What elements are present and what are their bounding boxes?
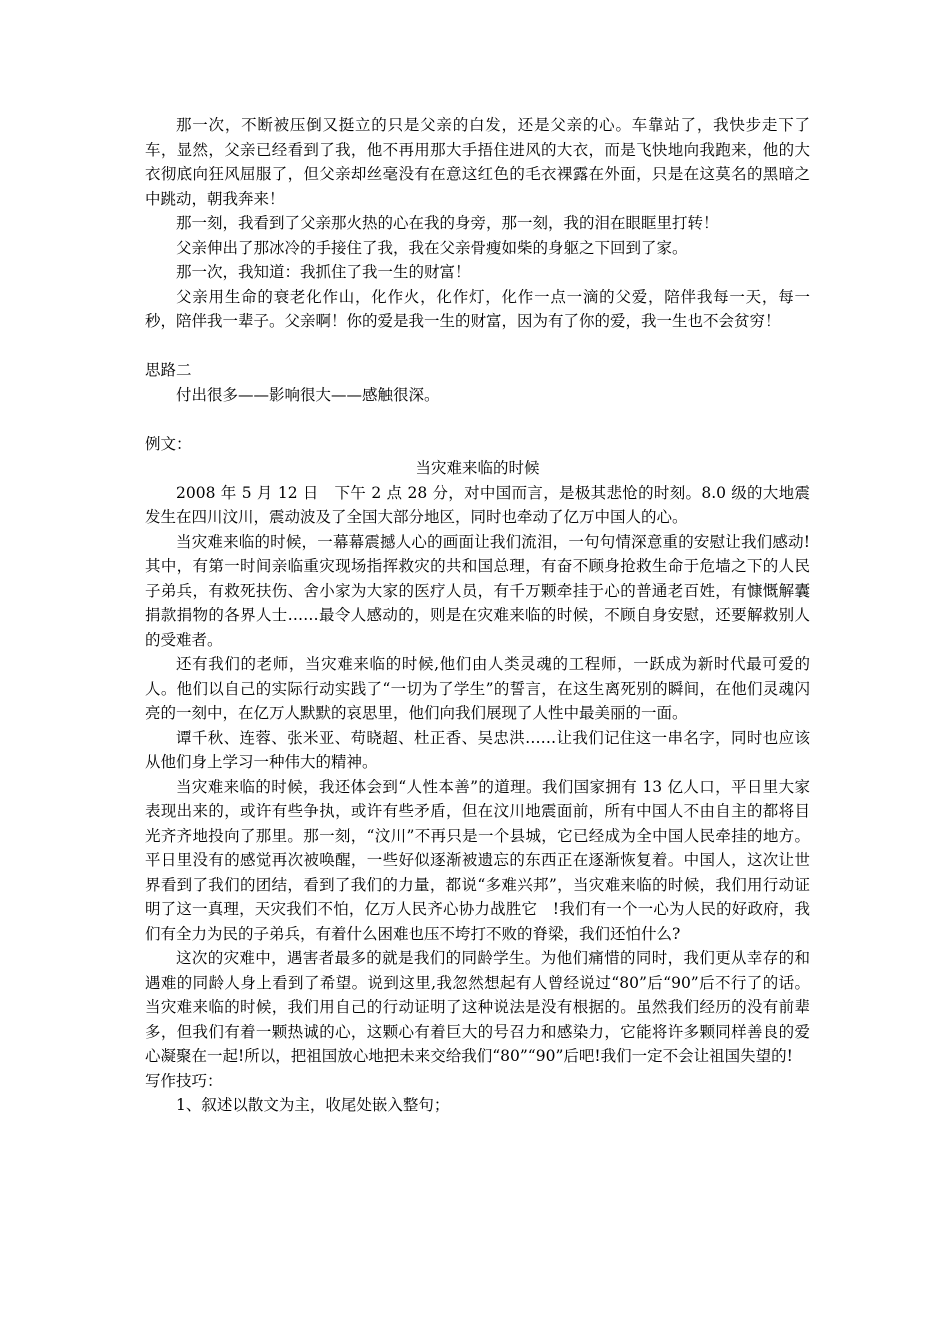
- essay-paragraph: 谭千秋、连蓉、张米亚、苟晓超、杜正香、吴忠洪……让我们记住这一串名字，同时也应该从他们身上学习一种伟大的精神。: [145, 728, 810, 771]
- tips-label: 写作技巧：: [145, 1071, 223, 1090]
- paragraph: 那一次，不断被压倒又挺立的只是父亲的白发，还是父亲的心。车靠站了，我快步走下了车，显然，父亲已经看到了我，他不再用那大手捂住进风的大衣，而是飞快地向我跑来，他的大衣彻底向狂风屈服了，但父亲却丝毫没有在意这红色的毛衣裸露在外面，只是在这莫名的黑暗之中跳动，朝我奔来！: [145, 116, 810, 208]
- blank-line: [145, 334, 810, 359]
- essay-paragraph: 当灾难来临的时候，我还体会到“人性本善”的道理。我们国家拥有 13 亿人口，平日里大家表现出来的，或许有些争执，或许有些矛盾，但在汶川地震面前，所有中国人不由自主的都将目光齐齐地投向了那里。那一刻，“汶川”不再只是一个县城，它已经成为全中国人民牵挂的地方。平日里没有的感觉再次被唤醒，一些好似逐渐被遗忘的东西正在逐渐恢复着。中国人，这次让世界看到了我们的团结，看到了我们的力量，都说“多难兴邦”，当灾难来临的时候，我们用行动证明了这一真理，天灾我们不怕，亿万人民齐心协力战胜它 !我们有一个一心为人民的好政府，我们有全力为民的子弟兵，有着什么困难也压不垮打不败的脊梁，我们还怕什么?: [145, 777, 810, 943]
- essay-paragraph: 还有我们的老师，当灾难来临的时候,他们由人类灵魂的工程师，一跃成为新时代最可爱的人。他们以自己的实际行动实践了“一切为了学生”的誓言，在这生离死别的瞬间，在他们灵魂闪亮的一刻中，在亿万人默默的哀思里，他们向我们展现了人性中最美丽的一面。: [145, 655, 810, 722]
- paragraph: 父亲伸出了那冰冷的手接住了我，我在父亲骨瘦如柴的身躯之下回到了家。: [176, 238, 688, 257]
- document-page: [145, 113, 810, 1118]
- example-label: 例文：: [145, 434, 192, 453]
- paragraph: 父亲用生命的衰老化作山，化作火，化作灯，化作一点一滴的父爱，陪伴我每一天，每一秒，陪伴我一辈子。父亲啊！你的爱是我一生的财富，因为有了你的爱，我一生也不会贫穷！: [145, 287, 810, 330]
- essay-title: 当灾难来临的时候: [415, 459, 540, 477]
- essay-paragraph: 当灾难来临的时候，一幕幕震撼人心的画面让我们流泪，一句句情深意重的安慰让我们感动!其中，有第一时间亲临重灾现场指挥救灾的共和国总理，有奋不顾身抢救生命于危墙之下的人民子弟兵，有救死扶伤、舍小家为大家的医疗人员，有千万颗牵挂于心的普通老百姓，有慷慨解囊捐款捐物的各界人士……最令人感动的，则是在灾难来临的时候，不顾自身安慰，还要解救别人的受难者。: [145, 532, 810, 649]
- essay-paragraph: 2008 年 5 月 12 日 下午 2 点 28 分，对中国而言，是极其悲怆的时刻。8.0 级的大地震发生在四川汶川，震动波及了全国大部分地区，同时也牵动了亿万中国人的心。: [145, 483, 810, 526]
- blank-line: [145, 407, 810, 432]
- section-heading: 思路二: [145, 361, 192, 379]
- essay-paragraph: 这次的灾难中，遇害者最多的就是我们的同龄学生。为他们痛惜的同时，我们更从幸存的和遇难的同龄人身上看到了希望。说到这里,我忽然想起有人曾经说过“80”后“90”后不行了的话。当灾难来临的时候，我们用自己的行动证明了这种说法是没有根据的。虽然我们经历的没有前辈多，但我们有着一颗热诚的心，这颗心有着巨大的号召力和感染力，它能将许多颗同样善良的爱心凝聚在一起!所以，把祖国放心地把未来交给我们“80”“90”后吧!我们一定不会让祖国失望的!: [145, 949, 810, 1065]
- paragraph: 那一次，我知道：我抓住了我一生的财富！: [176, 263, 471, 281]
- tips-item: 1、叙述以散文为主，收尾处嵌入整句；: [176, 1096, 450, 1114]
- paragraph: 那一刻，我看到了父亲那火热的心在我的身旁，那一刻，我的泪在眼眶里打转！: [176, 214, 719, 232]
- section-line: 付出很多——影响很大——感触很深。: [176, 385, 440, 404]
